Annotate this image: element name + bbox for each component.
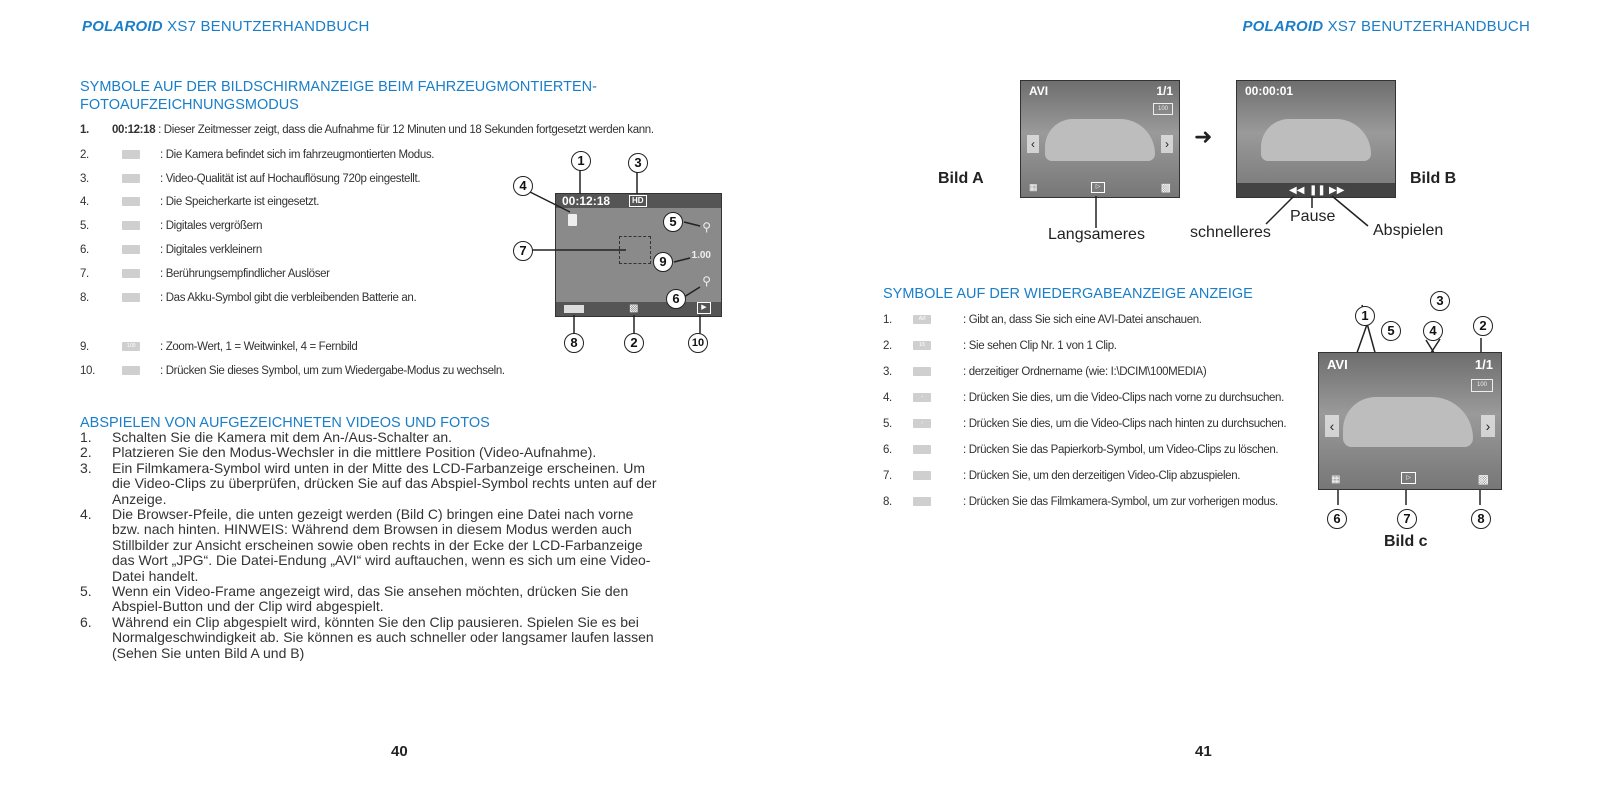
page-number-right: 41 <box>1195 743 1212 760</box>
bild-a-label: Bild A <box>938 170 984 187</box>
step-text-line: bzw. nach hinten. HINWEIS: Während dem Browsen in diesem Modus werden auch <box>112 521 632 538</box>
lcd-zoom-value: 1.00 <box>691 250 711 261</box>
item-number: 2. <box>883 340 892 352</box>
movie-camera-icon <box>913 497 931 506</box>
step-text-line: Platzieren Sie den Modus-Wechsler in die mittlere Position (Video-Aufnahme). <box>112 444 597 461</box>
step-number: 6. <box>80 613 92 630</box>
forward-arrow-icon: › <box>913 393 931 402</box>
left-brand: POLAROID <box>82 18 163 35</box>
zoom-out-icon: ⚲ <box>702 274 711 288</box>
item-description: : Berührungsempfindlicher Auslöser <box>160 268 330 280</box>
item-number: 1. <box>883 314 892 326</box>
step-number: 3. <box>80 459 92 476</box>
item-number: 6. <box>80 244 89 256</box>
bild-c-type: AVI <box>1327 357 1348 372</box>
item-description: : Die Kamera befindet sich im fahrzeugmontierten Modus. <box>160 149 435 161</box>
bild-c-folder-icon: 100 <box>1471 379 1493 392</box>
item-description: : Die Speicherkarte ist eingesetzt. <box>160 196 320 208</box>
callout-2: 2 <box>624 333 644 353</box>
slower-icon: ◀◀ <box>1289 185 1305 196</box>
item-description: : Drücken Sie das Filmkamera-Symbol, um zur vorherigen modus. <box>963 496 1278 508</box>
movie-camera-icon: ▩ <box>1160 182 1171 194</box>
item-description: : Digitales vergrößern <box>160 220 263 232</box>
item-number: 3. <box>883 366 892 378</box>
callout-1: 1 <box>571 151 591 171</box>
bild-c-callout-1: 1 <box>1355 306 1375 326</box>
item-description: : Drücken Sie dies, um die Video-Clips nach vorne zu durchsuchen. <box>963 392 1284 404</box>
item-description: : Drücken Sie das Papierkorb-Symbol, um Video-Clips zu löschen. <box>963 444 1279 456</box>
callout-4: 4 <box>513 176 533 196</box>
heading-line-2: FOTOAUFZEICHNUNGSMODUS <box>80 97 299 113</box>
item-description: : Sie sehen Clip Nr. 1 von 1 Clip. <box>963 340 1117 352</box>
step-text-line: Schalten Sie die Kamera mit dem An-/Aus-Schalter an. <box>112 429 453 445</box>
playback-step <box>80 445 740 460</box>
play-icon: ▷ <box>1091 182 1105 193</box>
item-number: 7. <box>883 470 892 482</box>
step-text-line: Normalgeschwindigkeit ab. Sie können es auch schneller oder langsamer laufen lassen <box>112 629 654 646</box>
back-arrow-icon: ‹ <box>1325 415 1339 437</box>
step-text-line: (Sehen Sie unten Bild A und B) <box>112 644 305 661</box>
item-number: 6. <box>883 444 892 456</box>
playback-symbol-item <box>883 364 1293 380</box>
item-description: : derzeitiger Ordnername (wie: I:\DCIM\100MEDIA) <box>963 366 1207 378</box>
callout-5: 5 <box>663 212 683 232</box>
right-brand: POLAROID <box>1242 18 1324 35</box>
bild-a-count: 1/1 <box>1156 84 1173 98</box>
timer-value: 00:12:18 <box>112 124 156 136</box>
caption-slower: Langsameres <box>1048 226 1145 243</box>
item-number: 9. <box>80 341 89 353</box>
item-number: 10. <box>80 365 95 377</box>
step-text-line: das Wort „JPG“. Die Datei-Endung „AVI“ wird auftauchen, wenn es sich um eine Video- <box>112 552 651 569</box>
callout-9: 9 <box>653 252 673 272</box>
step-text-line: Abspiel-Button und der Clip wird abgespielt. <box>112 598 384 615</box>
bild-c-callout-4: 4 <box>1423 321 1443 341</box>
callout-10: 10 <box>688 333 708 353</box>
bild-c-callout-7: 7 <box>1397 509 1417 529</box>
callout-3: 3 <box>628 153 648 173</box>
play-icon <box>913 471 931 480</box>
section-heading-playback-symbols: SYMBOLE AUF DER WIEDERGABEANZEIGE ANZEIGE <box>883 286 1253 302</box>
item-number: 5. <box>80 220 89 232</box>
item-number: 8. <box>883 496 892 508</box>
bild-a-folder-icon: 100 <box>1153 103 1173 115</box>
forward-arrow-icon: › <box>1161 135 1173 153</box>
playback-symbol-item <box>883 390 1293 406</box>
step-number: 4. <box>80 506 92 523</box>
step-text-line: Die Browser-Pfeile, die unten gezeigt werden (Bild C) bringen eine Datei nach vorne <box>112 506 634 523</box>
playback-symbol-item <box>883 312 1293 328</box>
item-number: 5. <box>883 418 892 430</box>
movie-camera-icon: ▩ <box>1477 472 1489 486</box>
step-number: 1. <box>80 429 92 445</box>
item-description: : Drücken Sie dies, um die Video-Clips nach hinten zu durchsuchen. <box>963 418 1287 430</box>
playback-steps-list <box>80 430 740 661</box>
step-number: 5. <box>80 583 92 600</box>
trash-icon: ▦ <box>1029 182 1038 192</box>
playback-symbol-item <box>883 442 1293 458</box>
bild-b-label: Bild B <box>1410 170 1457 187</box>
bild-c-callout-3: 3 <box>1430 291 1450 311</box>
caption-faster: schnelleres <box>1190 224 1271 241</box>
item-description: : Das Akku-Symbol gibt die verbleibenden Batterie an. <box>160 292 417 304</box>
item-description: : Drücken Sie, um den derzeitigen Video-Clip abzuspielen. <box>963 470 1241 482</box>
playback-symbol-item <box>883 494 1293 510</box>
step-text-line: Anzeige. <box>112 490 167 507</box>
section-heading-playback: ABSPIELEN VON AUFGEZEICHNETEN VIDEOS UND FOTOS <box>80 415 490 431</box>
playback-symbol-item <box>883 468 1293 484</box>
callout-6: 6 <box>666 289 686 309</box>
callout-7: 7 <box>513 241 533 261</box>
step-text-line: die Video-Clips zu überprüfen, drücken Sie auf das Abspiel-Symbol rechts unten auf der <box>112 475 657 492</box>
step-text-line: Stillbilder zur Ansicht erscheinen sowie oben rechts in der Ecke der LCD-Farbanzeige <box>112 536 643 553</box>
lcd-hd-badge: HD <box>629 195 647 207</box>
playback-step <box>80 615 740 661</box>
step-text-line: Wenn ein Video-Frame angezeigt wird, das Sie ansehen möchten, drücken Sie den <box>112 583 629 600</box>
trash-icon <box>913 445 931 454</box>
item-description: : Drücken Sie dieses Symbol, um zum Wiedergabe-Modus zu wechseln. <box>160 365 505 377</box>
bild-c-lcd <box>1318 352 1502 490</box>
back-arrow-icon: ‹ <box>1027 135 1039 153</box>
arrow-right-icon: ➜ <box>1194 124 1213 149</box>
playback-step <box>80 461 740 507</box>
clip-count-icon: 1/1 <box>913 341 931 350</box>
pause-icon: ❚❚ <box>1309 185 1326 196</box>
bild-c-callout-5: 5 <box>1381 321 1401 341</box>
bild-b-time: 00:00:01 <box>1245 84 1294 98</box>
faster-icon: ▶▶ <box>1329 185 1345 196</box>
item-number: 4. <box>883 392 892 404</box>
avi-icon: AVI <box>913 315 931 324</box>
caption-play: Abspielen <box>1373 222 1444 239</box>
play-icon: ▷ <box>1401 472 1416 484</box>
item-description: : Zoom-Wert, 1 = Weitwinkel, 4 = Fernbild <box>160 341 358 353</box>
item-number: 4. <box>80 196 89 208</box>
forward-arrow-icon: › <box>1481 415 1495 437</box>
caption-pause: Pause <box>1290 208 1336 225</box>
item-number: 3. <box>80 173 89 185</box>
item-description: : Dieser Zeitmesser zeigt, dass die Aufnahme für 12 Minuten und 18 Sekunden fortgesetzt werden kann. <box>158 124 654 136</box>
playback-step <box>80 507 740 584</box>
playback-step <box>80 584 740 615</box>
page-number-left: 40 <box>391 743 408 760</box>
bild-c-callout-2: 2 <box>1473 316 1493 336</box>
lcd-timer: 00:12:18 <box>562 194 611 208</box>
trash-icon: ▦ <box>1331 474 1341 485</box>
car-image <box>1343 397 1473 447</box>
item-number: 7. <box>80 268 89 280</box>
step-text-line: Datei handelt. <box>112 567 199 584</box>
step-text-line: Ein Filmkamera-Symbol wird unten in der Mitte des LCD-Farbanzeige erscheinen. Um <box>112 459 645 476</box>
bild-c-callout-8: 8 <box>1471 509 1491 529</box>
callout-8: 8 <box>564 333 584 353</box>
zoom-in-icon: ⚲ <box>702 220 711 234</box>
heading-line-1: SYMBOLE AUF DER BILDSCHIRMANZEIGE BEIM FAHRZEUGMONTIERTEN- <box>80 79 597 95</box>
step-number: 2. <box>80 444 92 461</box>
car-mode-icon: ▩ <box>629 303 639 314</box>
playback-symbol-item <box>883 416 1293 432</box>
item-description: : Digitales verkleinern <box>160 244 262 256</box>
item-number: 8. <box>80 292 89 304</box>
playback-icon: ▶ <box>697 302 711 314</box>
item-description: : Video-Qualität ist auf Hochauflösung 720p eingestellt. <box>160 173 421 185</box>
back-arrow-icon: ‹ <box>913 419 931 428</box>
bild-a-type: AVI <box>1029 84 1049 98</box>
playback-symbol-item <box>883 338 1293 354</box>
bild-c-label: Bild c <box>1384 533 1428 550</box>
left-header-title: XS7 BENUTZERHANDBUCH <box>167 18 370 35</box>
item-description: : Gibt an, dass Sie sich eine AVI-Datei anschauen. <box>963 314 1202 326</box>
folder-icon <box>913 367 931 376</box>
item-number: 1. <box>80 124 89 136</box>
right-header-title: XS7 BENUTZERHANDBUCH <box>1327 18 1530 35</box>
playback-step <box>80 430 740 445</box>
step-text-line: Während ein Clip abgespielt wird, könnten Sie den Clip pausieren. Spielen Sie es bei <box>112 613 639 630</box>
item-number: 2. <box>80 149 89 161</box>
zoom-value-icon: 1.00 <box>122 342 140 351</box>
bild-c-callout-6: 6 <box>1327 509 1347 529</box>
bild-c-count: 1/1 <box>1474 357 1493 372</box>
